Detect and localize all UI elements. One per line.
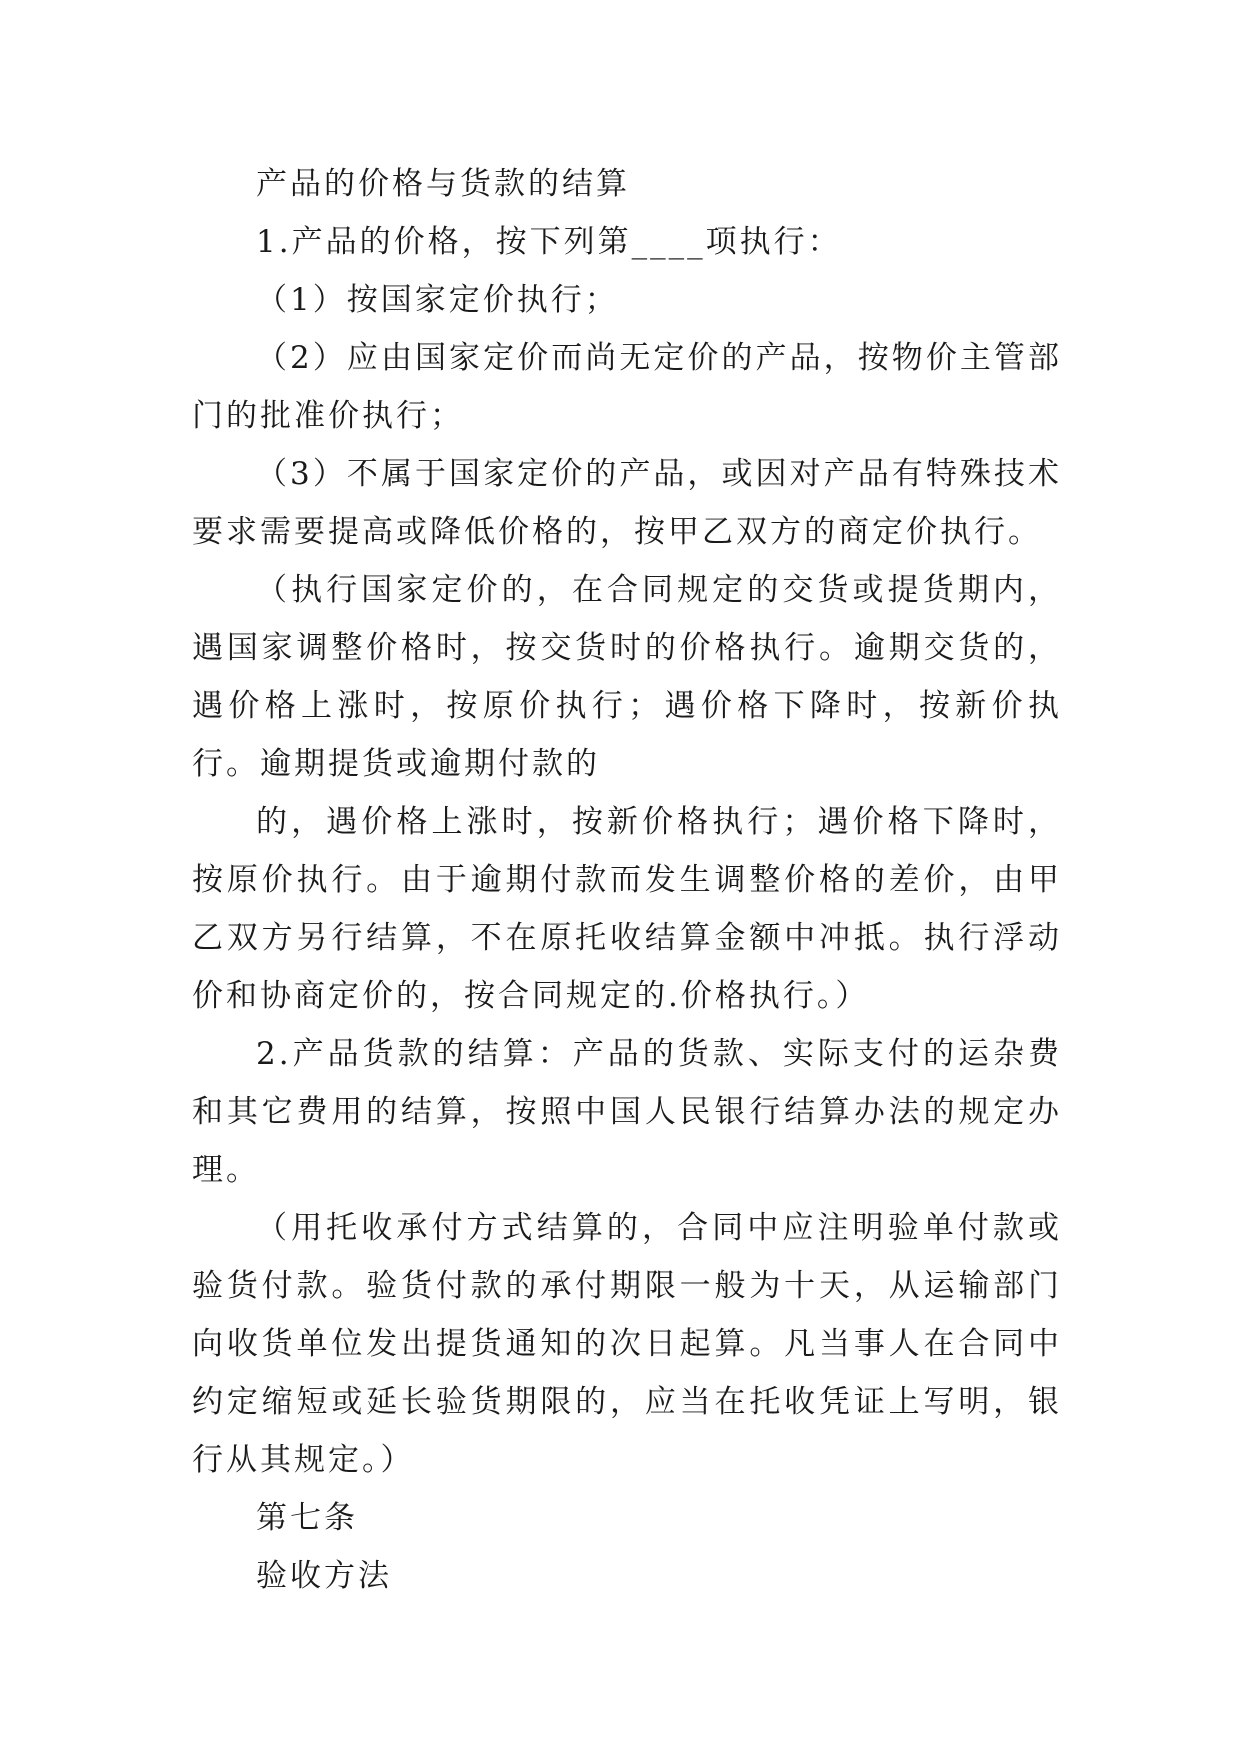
clause-1-price: 1.产品的价格，按下列第____项执行：: [256, 224, 842, 260]
clause-1-item-3: （3）不属于国家定价的产品，或因对产品有特殊技术要求需要提高或降低价格的，按甲乙双方的商定价执行。: [192, 456, 1062, 550]
article-7-heading: 第七条: [256, 1500, 358, 1536]
clause-2-payment: 2.产品货款的结算：产品的货款、实际支付的运杂费和其它费用的结算，按照中国人民银行结算办法的规定办理。: [192, 1036, 1062, 1188]
section-heading-price-settlement: 产品的价格与货款的结算: [256, 166, 630, 202]
clause-1-note-part-1: （执行国家定价的，在合同规定的交货或提货期内，遇国家调整价格时，按交货时的价格执行。逾期交货的，遇价格上涨时，按原价执行；遇价格下降时，按新价执行。逾期提货或逾期付款的: [192, 572, 1062, 782]
inspection-method-heading: 验收方法: [256, 1558, 392, 1594]
document-body: [192, 155, 1062, 1605]
clause-1-item-1: （1）按国家定价执行；: [256, 282, 619, 318]
clause-2-note: （用托收承付方式结算的，合同中应注明验单付款或验货付款。验货付款的承付期限一般为十天，从运输部门向收货单位发出提货通知的次日起算。凡当事人在合同中约定缩短或延长验货期限的，应当在托收凭证上写明，银行从其规定。）: [192, 1210, 1062, 1478]
clause-1-item-2: （2）应由国家定价而尚无定价的产品，按物价主管部门的批准价执行；: [192, 340, 1062, 434]
clause-1-note-part-2: 的，遇价格上涨时，按新价格执行；遇价格下降时，按原价执行。由于逾期付款而发生调整价格的差价，由甲乙双方另行结算，不在原托收结算金额中冲抵。执行浮动价和协商定价的，按合同规定的.价格执行。）: [192, 804, 1062, 1014]
